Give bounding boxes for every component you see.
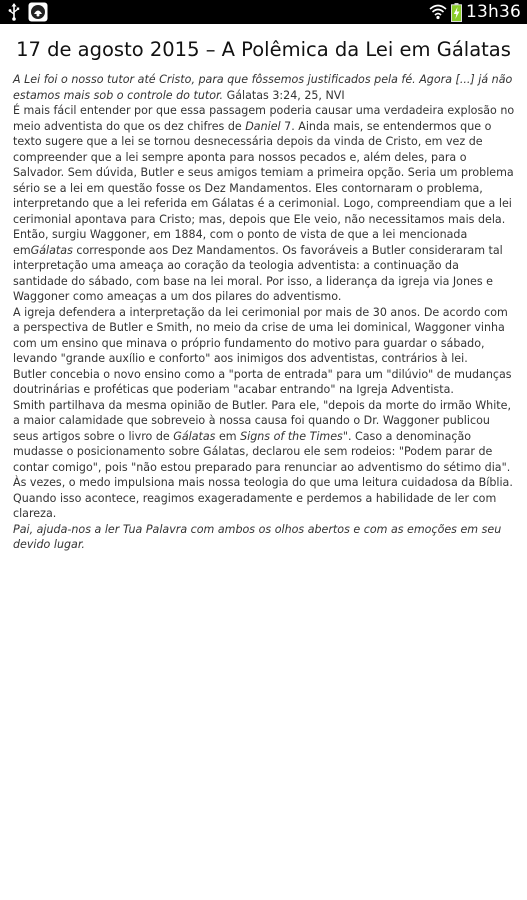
prayer: Pai, ajuda-nos a ler Tua Palavra com ambos os olhos abertos e com as emoções em seu devido lugar. <box>13 522 502 551</box>
paragraph-2-galatas: Gálatas <box>30 243 73 257</box>
usb-icon <box>8 3 20 21</box>
paragraph-5-text-b: em <box>215 429 241 443</box>
epigraph-reference: Gálatas 3:24, 25, NVI <box>223 88 345 102</box>
epigraph-quote: A Lei foi o nosso tutor até Cristo, para que fôssemos justificados pela fé. Agora [...] já não estamos mais sob o controle do tutor. <box>13 73 513 102</box>
paragraph-1-text-a: É mais fácil entender por que essa passagem poderia causar uma verdadeira explosão no meio adventista do que os dez chifres de <box>13 104 515 133</box>
status-left-icons <box>8 2 48 22</box>
paragraph-5-galatas: Gálatas <box>173 429 216 443</box>
page-title: 17 de agosto 2015 – A Polêmica da Lei em Gálatas <box>16 38 511 61</box>
devotional-content <box>13 72 516 553</box>
paragraph-4: Butler concebia o novo ensino como a "porta de entrada" para um "dilúvio" de mudanças doutrinárias e proféticas que poderiam "acabar entrando" na Igreja Adventista. <box>13 367 512 396</box>
paragraph-2 <box>13 227 516 305</box>
paragraph-2-text-b: corresponde aos Dez Mandamentos. Os favoráveis a Butler consideraram tal interpretação uma ameaça ao coração da teologia adventista: a continuação da santidade do sábado, com base na lei moral. Por isso, a liderança da igreja via Jones e Waggoner como ameaças a um dos pilares do adventismo. <box>13 243 503 303</box>
paragraph-1 <box>13 103 516 227</box>
paragraph-1-daniel: Daniel <box>245 119 281 133</box>
battery-icon <box>451 3 462 22</box>
wifi-icon <box>429 4 447 20</box>
app-notification-icon <box>28 2 48 22</box>
paragraph-3: A igreja defendera a interpretação da lei cerimonial por mais de 30 anos. De acordo com a perspectiva de Butler e Smith, no meio da crise de uma lei dominical, Waggoner vinha com um ensino que minava o próprio fundamento do motivo para guardar o sábado, levando "grande auxílio e conforto" aos inimigos dos adventistas, contrários à lei. <box>13 305 508 365</box>
status-right-area <box>429 0 521 24</box>
paragraph-6: Às vezes, o medo impulsiona mais nossa teologia do que uma leitura cuidadosa da Bíblia. Quando isso acontece, reagimos exageradamente e perdemos a habilidade de ler com clareza. <box>13 476 513 520</box>
devotional-page <box>0 24 527 900</box>
paragraph-5 <box>13 398 516 476</box>
paragraph-2-text-a: Então, surgiu Waggoner, em 1884, com o ponto de vista de que a lei mencionada em <box>13 228 468 257</box>
paragraph-5-text-c: ". Caso a denominação mudasse o posicionamento sobre Gálatas, declarou ele sem rodeios: "Podem parar de contar comigo", pois "não estou preparado para renunciar ao adventismo do sétimo dia". <box>13 429 511 474</box>
paragraph-5-text-a: Smith partilhava da mesma opinião de Butler. Para ele, "depois da morte do irmão White, a maior calamidade que sobreveio à nossa causa foi quando o Dr. Waggoner publicou seus artigos sobre o livro de <box>13 398 511 443</box>
status-bar <box>0 0 527 24</box>
paragraph-1-text-b: 7. Ainda mais, se entendermos que o texto sugere que a lei se tornou desnecessária depois da vinda de Cristo, em vez de compreender que a lei sempre aponta para nossos pecados e, além deles, para o Salvador. Sem dúvida, Butler e seus amigos temiam a primeira opção. Seria um problema sério se a lei em questão fosse os Dez Mandamentos. Eles contornaram o problema, interpretando que a lei referida em Gálatas é a cerimonial. Logo, compreendiam que a lei cerimonial apontava para Cristo; mas, depois que Ele veio, não necessitamos mais dela. <box>13 119 514 226</box>
epigraph <box>13 72 516 103</box>
status-time: 13h36 <box>465 2 521 22</box>
paragraph-5-signs: Signs of the Times <box>240 429 343 443</box>
